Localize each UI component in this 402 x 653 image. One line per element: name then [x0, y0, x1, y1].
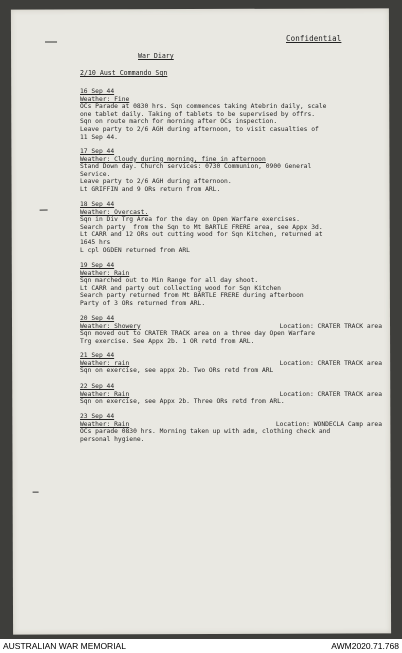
entry-weather: Weather: Rain: [80, 390, 130, 398]
entry-weather: Weather: Fine: [80, 95, 130, 103]
entry-text-line: 1645 hrs: [80, 238, 111, 246]
entry-date: 23 Sep 44: [80, 413, 115, 420]
entry-weather-row: [80, 270, 382, 278]
entry-text-line: OCs Parade at 0830 hrs. Sqn commences taking Atebrin daily, scale: [80, 103, 327, 111]
entry-date: 16 Sep 44: [80, 88, 115, 95]
entry-text-line: Stand Down day. Church services: 0730 Communion, 0900 General: [80, 163, 312, 171]
entry-text-line: one tablet daily. Taking of tablets to be supervised by offrs.: [80, 110, 316, 118]
entry-text-line: Sqn in Div Trg Area for the day on Open Warfare exercises.: [80, 216, 300, 224]
unit-name: 2/10 Aust Commando Sqn: [80, 69, 168, 77]
diary-entry: [80, 262, 382, 308]
entry-text-line: Lt CARR and party out collecting wood for Sqn Kitchen: [80, 284, 281, 292]
entry-text-line: Lt GRIFFIN and 9 ORs return from ARL.: [80, 185, 221, 193]
entry-weather-row: [80, 96, 382, 104]
margin-mark: [33, 492, 39, 493]
footer-accession-number: AWM2020.71.768: [331, 641, 399, 651]
entry-weather: Weather: Overcast.: [80, 208, 149, 216]
footer-institution: AUSTRALIAN WAR MEMORIAL: [3, 641, 126, 651]
entry-weather: Weather: Showery: [80, 322, 141, 330]
entry-location: Location: WONDECLA Camp area: [275, 420, 382, 428]
diary-entry: [80, 88, 382, 141]
entry-weather-row: [80, 421, 382, 429]
margin-mark: [40, 210, 48, 211]
entry-text-line: Lt CARR and 12 ORs out cutting wood for Sqn Kitchen, returned at: [80, 231, 323, 239]
entry-weather-row: [80, 323, 382, 331]
diary-entry: [80, 413, 382, 443]
entry-date: 18 Sep 44: [80, 201, 115, 208]
entry-weather-row: [80, 391, 382, 399]
entry-text-line: 11 Sep 44.: [80, 133, 118, 141]
entry-text-line: Trg exercise. See Appx 2b. 1 OR retd from ARL.: [80, 337, 255, 345]
entry-weather: Weather: rain: [80, 359, 130, 367]
entry-location: Location: CRATER TRACK area: [279, 390, 382, 398]
entry-date: 20 Sep 44: [80, 315, 115, 322]
entry-text-line: Leave party to 2/6 AGH during afternoon, to visit casualties of: [80, 125, 319, 133]
document-title: War Diary: [138, 52, 174, 60]
entry-date: 19 Sep 44: [80, 262, 115, 269]
entry-text-line: Sqn moved out to CRATER TRACK area on a three day Open Warfare: [80, 330, 316, 338]
entry-text-line: Sqn on exercise, see Appx 2b. Three ORs retd from ARL.: [80, 398, 285, 406]
diary-entry: [80, 148, 382, 194]
entry-location: Location: CRATER TRACK area: [279, 322, 382, 330]
entry-weather: Weather: Rain: [80, 420, 130, 428]
entry-text-line: OCs parade 0830 hrs. Morning taken up with adm, clothing check and: [80, 428, 331, 436]
entry-text-line: Search party from the Sqn to Mt BARTLE FRERE area, see Appx 3d.: [80, 223, 323, 231]
entry-text-line: Leave party to 2/6 AGH during afternoon.: [80, 178, 232, 186]
diary-entry: [80, 383, 382, 406]
diary-entry: [80, 352, 382, 375]
entry-date: 17 Sep 44: [80, 148, 115, 155]
entry-weather-row: [80, 209, 382, 217]
entry-date: 21 Sep 44: [80, 352, 115, 359]
entry-weather-row: [80, 360, 382, 368]
classification-heading: Confidential: [286, 34, 342, 43]
footer-bar: [0, 639, 402, 653]
entry-text-line: Sqn on exercise, see appx 2b. Two ORs retd from ARL: [80, 367, 274, 375]
diary-entry: [80, 315, 382, 345]
entry-weather-row: [80, 156, 382, 164]
entry-text-line: Search party returned from Mt BARTLE FRERE during afterboon: [80, 292, 304, 300]
diary-entry: [80, 201, 382, 254]
entry-weather: Weather: Rain: [80, 269, 130, 277]
entry-weather: Weather: Cloudy during morning, fine in afternoon: [80, 155, 266, 163]
entry-text-line: Service.: [80, 170, 111, 178]
entry-text-line: personal hygiene.: [80, 435, 145, 443]
entry-date: 22 Sep 44: [80, 383, 115, 390]
entry-text-line: L cpl OGDEN returned from ARL: [80, 246, 190, 254]
entry-location: Location: CRATER TRACK area: [279, 359, 382, 367]
entry-text-line: Party of 3 ORs returned from ARL.: [80, 299, 206, 307]
entry-text-line: Sqn on route march for morning after OCs inspection.: [80, 118, 278, 126]
entry-text-line: Sqn marched out to Min Range for all day shoot.: [80, 277, 259, 285]
margin-mark: [45, 42, 57, 43]
